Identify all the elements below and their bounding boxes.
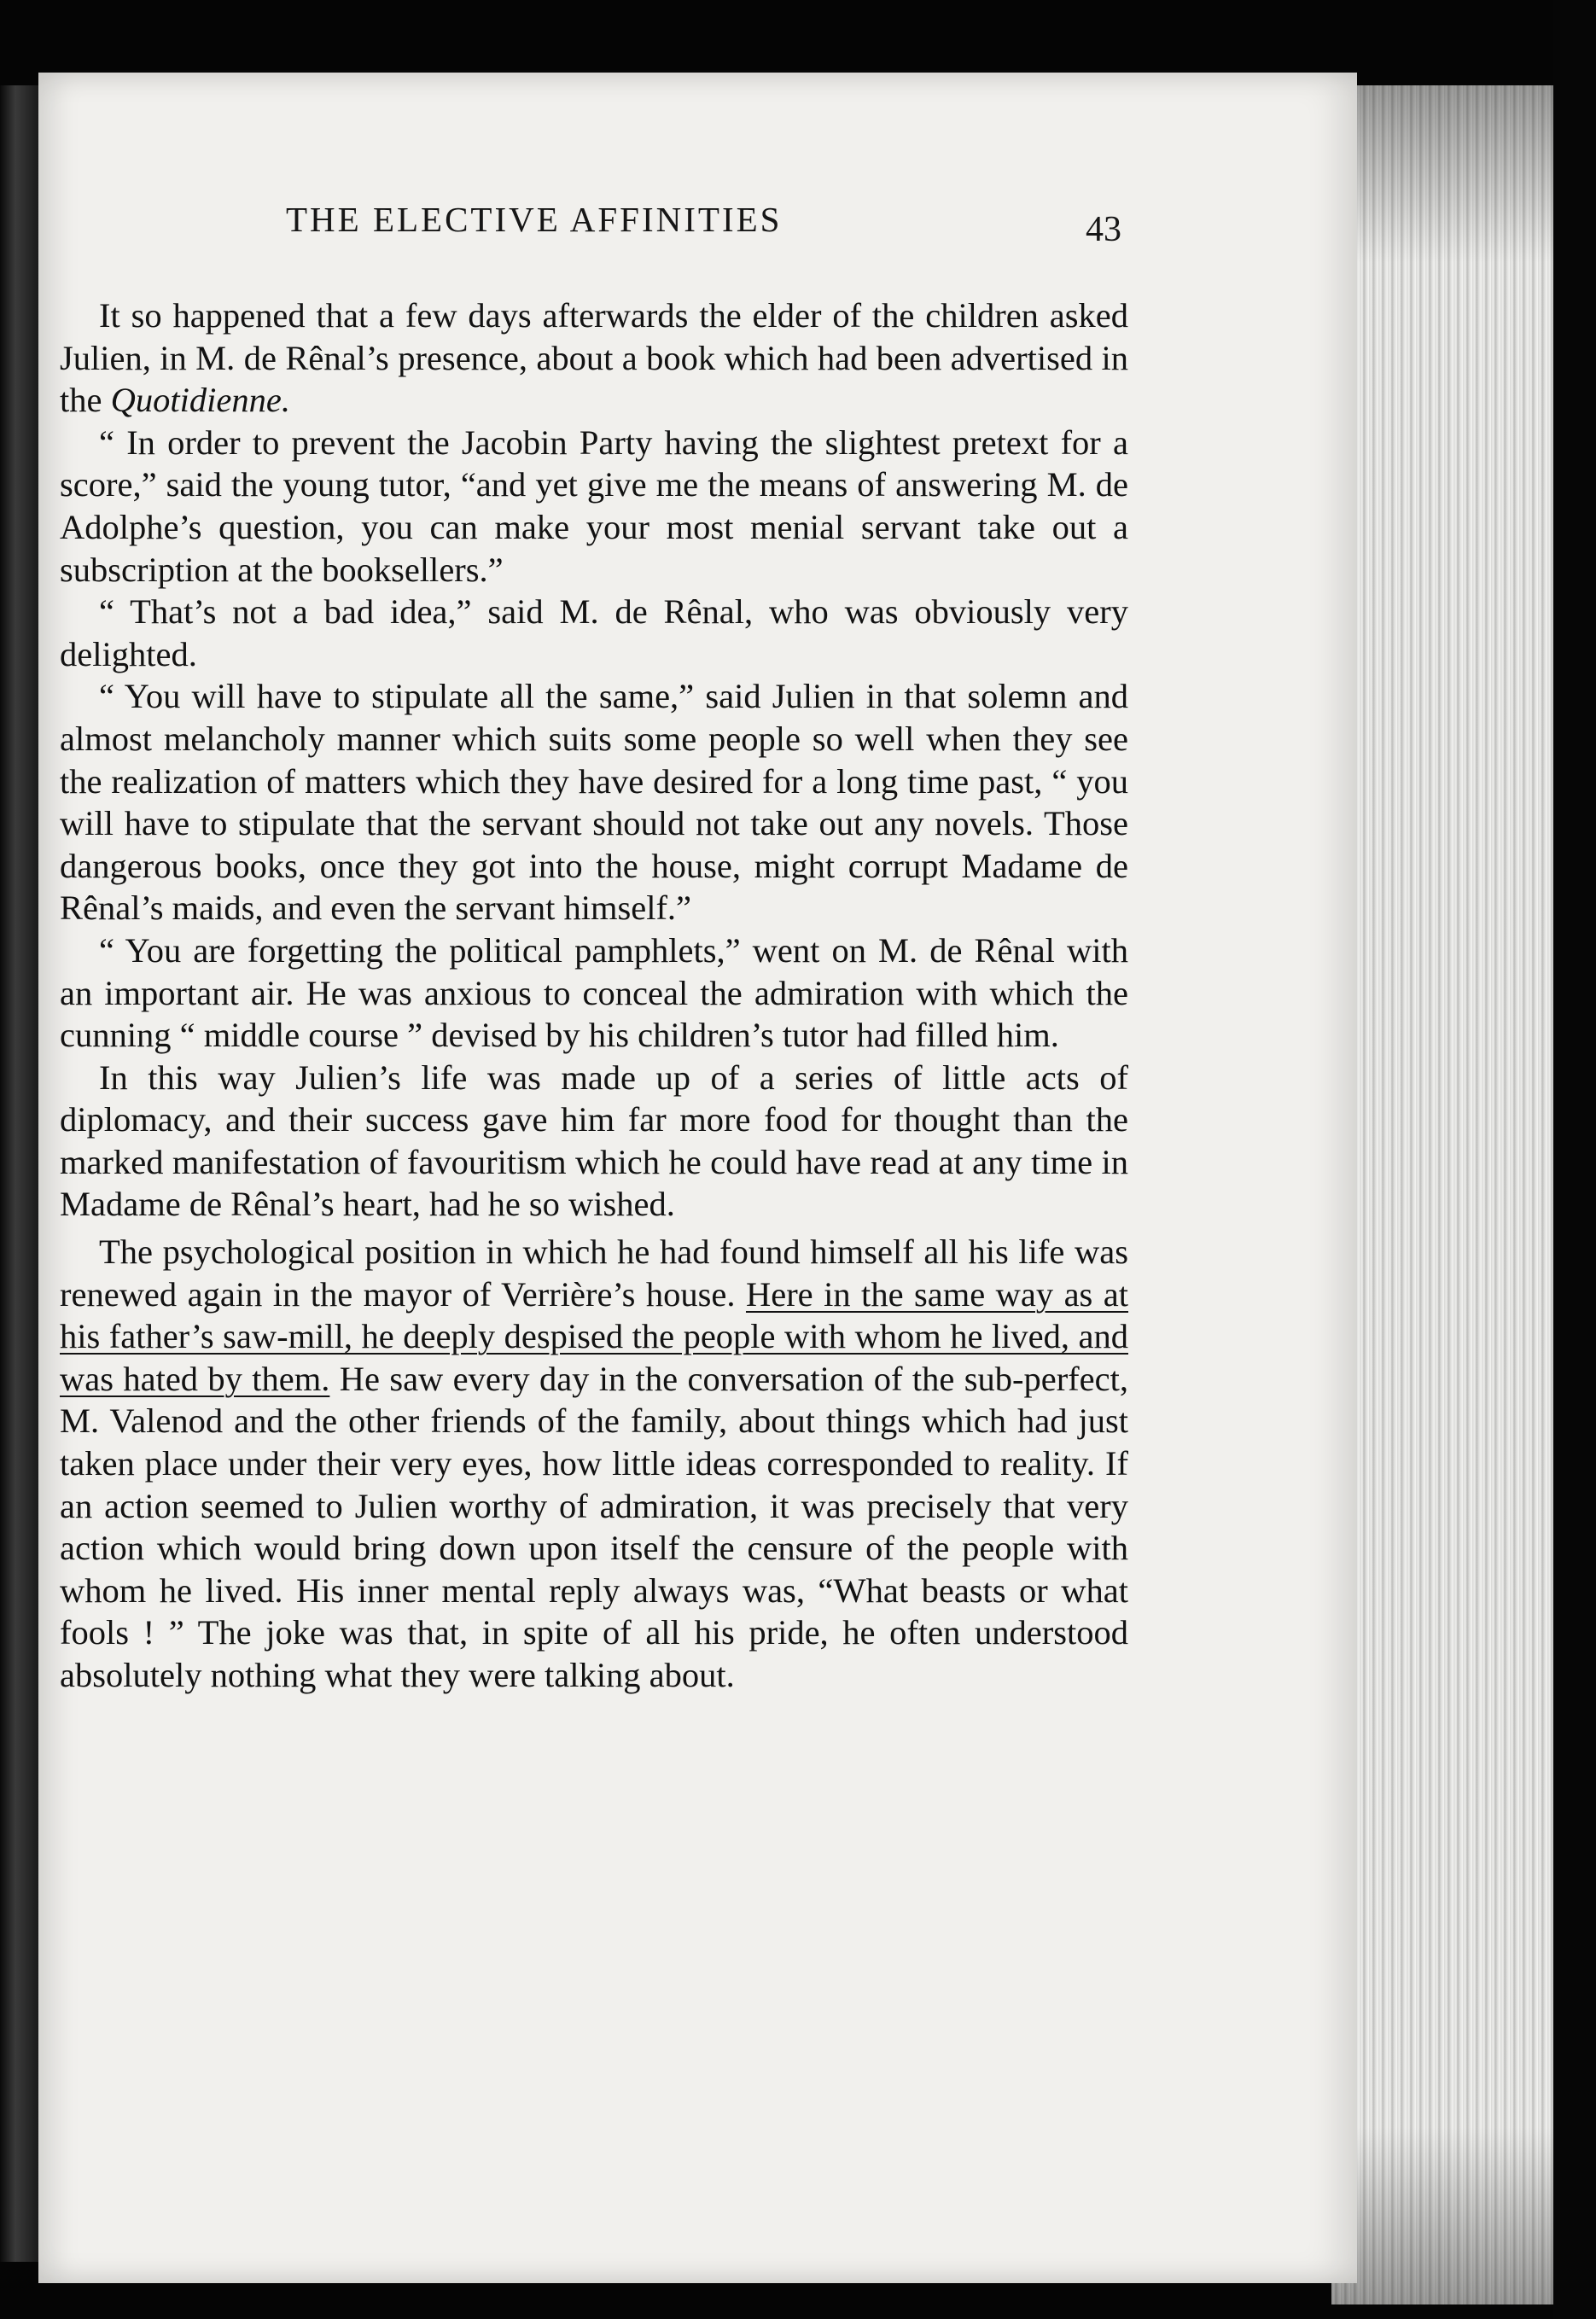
running-head: THE ELECTIVE AFFINITIES [286, 200, 783, 239]
paragraph-text: It so happened that a few days afterwards the elder of the children asked Julien, in M. de Rênal’s presence, about a book which had been advertised in the [60, 296, 1128, 420]
handwritten-underline-passage: Here in the same way as at his father’s saw-mill, he deeply despised the people with whom he lived, and was hated by them. [60, 1274, 1129, 1398]
italic-title: Quotidienne. [110, 381, 290, 420]
paragraph [60, 294, 1128, 422]
paragraph [60, 929, 1128, 1057]
page-number: 43 [1086, 210, 1121, 249]
body-text [60, 294, 1128, 1697]
background-edge [1553, 0, 1596, 2319]
paragraph-text: “ In order to prevent the Jacobin Party having the slightest pretext for a score,” said the young tutor, “and yet give me the means of answering M. de Adolphe’s question, you can make your most menial servant take out a subscription at the booksellers.” [60, 422, 1128, 589]
paragraph-text: “ That’s not a bad idea,” said M. de Rênal, who was obviously very delighted. [60, 592, 1128, 673]
paragraph-text: “ You will have to stipulate all the same,” said Julien in that solemn and almost melancholy manner which suits some people so well when they see the realization of matters which they have desired for a long time past, “ you will have to stipulate that the servant should not take out any novels. Those dangerous books, once they got into the house, might corrupt Madame de Rênal’s maids, and even the servant himself.” [60, 677, 1128, 928]
paragraph [60, 675, 1128, 929]
paragraph [60, 422, 1128, 591]
page-stack-edge [1331, 85, 1553, 2304]
paragraph-text: In this way Julien’s life was made up of a series of little acts of diplomacy, and their success gave him far more food for thought than the marked manifestation of favouritism which he could have read at any time in Madame de Rênal’s heart, had he so wished. [60, 1058, 1128, 1224]
paragraph [60, 1057, 1128, 1226]
paragraph-text: The psychological position in which he had found himself all his life was renewed again in the mayor of Verrière’s house. [60, 1232, 1128, 1314]
paragraph [60, 591, 1128, 675]
book-spine-edge [0, 85, 38, 2262]
paragraph-text: “ You are forgetting the political pamphlets,” went on M. de Rênal with an important air. He was anxious to conceal the admiration with which the cunning “ middle course ” devised by his children’s tutor had filled him. [60, 930, 1128, 1055]
paragraph-underlined [60, 1231, 1128, 1697]
paragraph-text: He saw every day in the conversation of the sub-perfect, M. Valenod and the other friends of the family, about things which had just taken place under their very eyes, how little ideas corresponded to reality. If an action seemed to Julien worthy of admiration, it was precisely that very action which would bring down upon itself the censure of the people with whom he lived. His inner mental reply always was, “What beasts or what fools ! ” The joke was that, in spite of all his pride, he often understood absolutely nothing what they were talking about. [60, 1359, 1128, 1694]
